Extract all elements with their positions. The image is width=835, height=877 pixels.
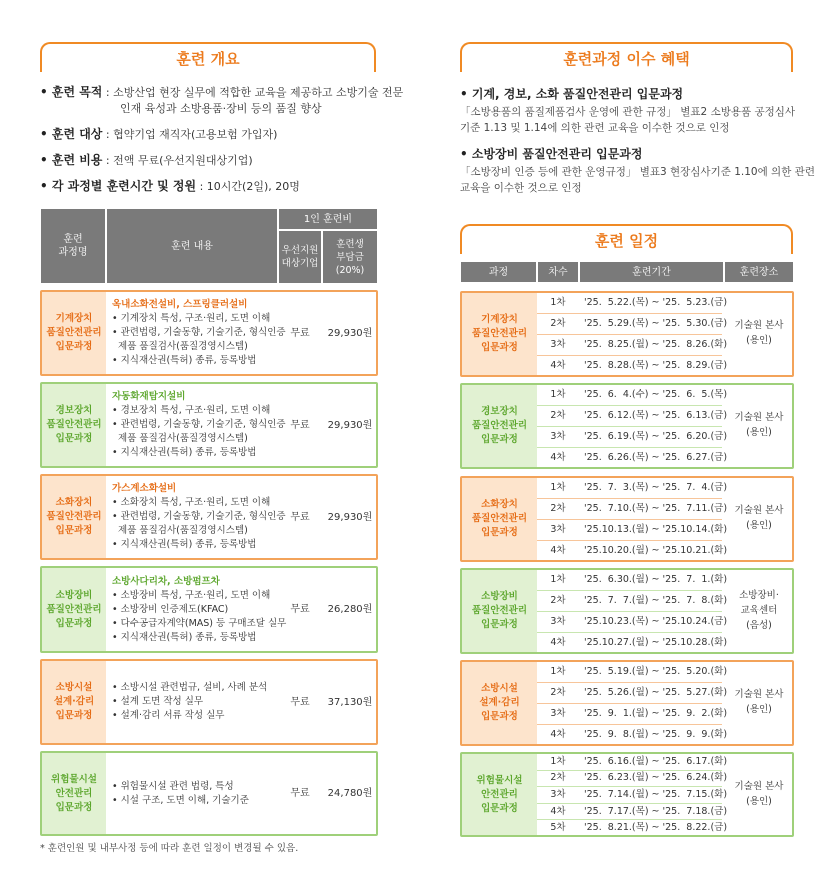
- course-content-line: • 기계장치 특성, 구조·원리, 도면 이해: [112, 313, 271, 324]
- course-content-line: • 관련법령, 기술동향, 기술기준, 형식인증: [112, 419, 286, 430]
- course-content-line: • 위험물시설 관련 법령, 특성: [112, 780, 234, 792]
- schedule-round: 3차: [550, 616, 566, 627]
- course-content: [112, 482, 286, 552]
- schedule-period: '25. 6.26.(목) ~ '25. 6.27.(금): [584, 452, 728, 463]
- schedule-round: 4차: [550, 805, 566, 817]
- schedule-period: '25.10.13.(월) ~ '25.10.14.(화): [584, 524, 728, 535]
- schedule-round: 5차: [550, 822, 566, 834]
- schedule-row-divider: [537, 819, 722, 820]
- course-content-line: • 소방장비 특성, 구조·원리, 도면 이해: [112, 589, 271, 601]
- course-content-line: • 지식재산권(특허) 종류, 등록방법: [112, 539, 257, 550]
- schedule-round: 4차: [550, 452, 566, 463]
- schedule-place: 기술원 본사 (용인): [734, 320, 784, 346]
- schedule-row-divider: [537, 540, 722, 541]
- course-content-subtitle: 옥내소화전설비, 스프링클러설비: [112, 299, 248, 310]
- schedule-course-name: 위험물시설 안전관리 입문과정: [462, 754, 537, 835]
- schedule-row-divider: [537, 611, 722, 612]
- schedule-round: 1차: [550, 755, 566, 767]
- course-content-line: • 설계·감리 서류 작성 실무: [112, 710, 225, 721]
- schedule-period: '25. 6.30.(월) ~ '25. 7. 1.(화): [584, 574, 728, 585]
- course-content-line: • 지식재산권(특허) 종류, 등록방법: [112, 447, 257, 458]
- schedule-row-divider: [537, 405, 722, 406]
- course-name: 소방장비 품질안전관리 입문과정: [42, 568, 106, 651]
- schedule-round: 1차: [550, 297, 566, 308]
- course-name: 소화장치 품질안전관리 입문과정: [42, 476, 106, 558]
- course-content-line: • 관련법령, 기술동향, 기술기준, 형식인증: [112, 511, 286, 522]
- schedule-round: 1차: [550, 482, 566, 493]
- schedule-period: '25. 6.19.(목) ~ '25. 6.20.(금): [584, 431, 728, 442]
- schedule-period: '25.10.20.(월) ~ '25.10.21.(화): [584, 545, 728, 556]
- schedule-period: '25. 5.29.(목) ~ '25. 5.30.(금): [584, 318, 728, 329]
- schedule-round: 2차: [550, 410, 566, 421]
- schedule-period: '25. 9. 1.(월) ~ '25. 9. 2.(화): [584, 708, 728, 719]
- schedule-header-period: 훈련기간: [579, 261, 724, 283]
- course-burden: 37,130원: [327, 696, 373, 708]
- overview-purpose-cont: 인재 육성과 소방용품·장비 등의 품질 향상: [120, 102, 322, 115]
- schedule-row-divider: [537, 447, 722, 448]
- course-content-line: 제품 품질검사(품질경영시스템): [112, 341, 248, 352]
- schedule-period: '25. 7.17.(목) ~ '25. 7.18.(금): [584, 805, 728, 817]
- course-header-burden: 훈련생 부담금 (20%): [322, 230, 378, 284]
- course-header-support: 우선지원 대상기업: [278, 230, 322, 284]
- schedule-period: '25. 7. 3.(목) ~ '25. 7. 4.(금): [584, 482, 728, 493]
- schedule-round: 1차: [550, 666, 566, 677]
- benefit-list: [460, 86, 815, 196]
- schedule-period: '25. 5.22.(목) ~ '25. 5.23.(금): [584, 297, 728, 308]
- schedule-period: '25. 7.14.(월) ~ '25. 7.15.(화): [584, 788, 728, 800]
- schedule-place: 기술원 본사 (용인): [734, 505, 784, 531]
- course-support: 무료: [290, 327, 310, 339]
- benefit-text-1b: 기준 1.13 및 1.14에 의한 관련 교육을 이수한 것으로 인정: [460, 122, 730, 134]
- benefit-heading-2: • 소방장비 품질안전관리 입문과정: [460, 147, 643, 161]
- course-header-content: 훈련 내용: [106, 208, 278, 284]
- schedule-course-name: 경보장치 품질안전관리 입문과정: [462, 385, 537, 467]
- course-content-subtitle: 소방사다리차, 소방펌프차: [112, 575, 220, 587]
- course-content: [112, 298, 286, 368]
- schedule-row-divider: [537, 803, 722, 804]
- schedule-round: 3차: [550, 431, 566, 442]
- schedule-round: 4차: [550, 637, 566, 648]
- course-burden: 29,930원: [327, 327, 373, 339]
- course-content-line: 제품 품질검사(품질경영시스템): [112, 525, 248, 536]
- schedule-period: '25. 6. 4.(수) ~ '25. 6. 5.(목): [584, 389, 728, 400]
- schedule-round: 2차: [550, 772, 566, 784]
- schedule-round: 1차: [550, 389, 566, 400]
- schedule-row-divider: [537, 334, 722, 335]
- course-content-line: • 설계 도면 작성 실무: [112, 696, 204, 707]
- overview-list: [40, 84, 404, 195]
- schedule-course-name: 소방장비 품질안전관리 입문과정: [462, 570, 537, 652]
- schedule-row-divider: [537, 426, 722, 427]
- overview-title: 훈련 개요: [40, 42, 376, 72]
- schedule-round: 4차: [550, 729, 566, 740]
- overview-target: • 훈련 대상 : 협약기업 재직자(고용보험 가입자): [40, 127, 278, 141]
- overview-purpose: • 훈련 목적 : 소방산업 현장 실무에 적합한 교육을 제공하고 소방기술 전문: [40, 85, 404, 99]
- schedule-period: '25. 8.28.(목) ~ '25. 8.29.(금): [584, 360, 728, 371]
- course-burden: 26,280원: [327, 604, 373, 615]
- schedule-period: '25. 5.19.(월) ~ '25. 5.20.(화): [584, 666, 728, 677]
- course-name: 위험물시설 안전관리 입문과정: [42, 753, 106, 834]
- schedule-period: '25. 8.21.(목) ~ '25. 8.22.(금): [584, 822, 728, 834]
- schedule-period: '25. 6.16.(월) ~ '25. 6.17.(화): [584, 755, 728, 767]
- schedule-period: '25. 7. 7.(월) ~ '25. 7. 8.(화): [584, 595, 728, 606]
- schedule-period: '25. 6.12.(목) ~ '25. 6.13.(금): [584, 410, 728, 421]
- schedule-period: '25. 9. 8.(월) ~ '25. 9. 9.(화): [584, 729, 728, 740]
- benefit-text-2a: 「소방장비 인증 등에 관한 운영규정」 별표3 현장심사기준 1.10에 의한 관련: [460, 166, 815, 178]
- schedule-period: '25.10.27.(월) ~ '25.10.28.(화): [584, 637, 728, 648]
- schedule-header-place: 훈련장소: [724, 261, 794, 283]
- course-content: [112, 780, 277, 808]
- schedule-round: 3차: [550, 708, 566, 719]
- schedule-row-divider: [537, 355, 722, 356]
- course-burden: 29,930원: [327, 511, 373, 523]
- schedule-round: 3차: [550, 524, 566, 535]
- course-name: 경보장치 품질안전관리 입문과정: [42, 384, 106, 466]
- schedule-row-divider: [537, 770, 722, 771]
- schedule-round: 2차: [550, 595, 566, 606]
- course-header-fee: 1인 훈련비: [278, 208, 378, 230]
- course-content-line: • 소화장치 특성, 구조·원리, 도면 이해: [112, 497, 271, 508]
- schedule-row-divider: [537, 724, 722, 725]
- course-content-line: • 지식재산권(특허) 종류, 등록방법: [112, 355, 257, 366]
- schedule-row-divider: [537, 519, 722, 520]
- schedule-period: '25. 8.25.(월) ~ '25. 8.26.(화): [584, 339, 728, 350]
- schedule-round: 2차: [550, 318, 566, 329]
- schedule-row-divider: [537, 590, 722, 591]
- schedule-place: 기술원 본사 (용인): [734, 689, 784, 715]
- course-content: [112, 575, 287, 645]
- schedule-round: 4차: [550, 545, 566, 556]
- course-support: 무료: [290, 511, 310, 523]
- course-support: 무료: [290, 604, 310, 615]
- overview-hours: • 각 과정별 훈련시간 및 정원 : 10시간(2일), 20명: [40, 179, 300, 193]
- schedule-header-course: 과정: [460, 261, 537, 283]
- overview-cost: • 훈련 비용 : 전액 무료(우선지원대상기업): [40, 153, 253, 167]
- schedule-title: 훈련 일정: [460, 224, 793, 254]
- schedule-course-name: 소방시설 설계·감리 입문과정: [462, 662, 537, 744]
- schedule-header-round: 차수: [537, 261, 579, 283]
- course-content: [112, 390, 286, 460]
- schedule-period: '25. 5.26.(월) ~ '25. 5.27.(화): [584, 687, 728, 698]
- benefit-text-2b: 교육을 이수한 것으로 인정: [460, 182, 582, 194]
- course-burden: 29,930원: [327, 419, 373, 431]
- course-support: 무료: [290, 419, 310, 431]
- schedule-round: 4차: [550, 360, 566, 371]
- schedule-course-name: 기계장치 품질안전관리 입문과정: [462, 293, 537, 375]
- schedule-round: 2차: [550, 687, 566, 698]
- footnote: * 훈련인원 및 내부사정 등에 따라 훈련 일정이 변경될 수 있음.: [40, 843, 299, 854]
- schedule-period: '25. 7.10.(목) ~ '25. 7.11.(금): [584, 503, 728, 514]
- schedule-row-divider: [537, 632, 722, 633]
- schedule-round: 3차: [550, 788, 566, 800]
- course-content-line: • 소방시설 관련법규, 설비, 사례 분석: [112, 682, 268, 693]
- schedule-round: 1차: [550, 574, 566, 585]
- course-content-line: • 지식재산권(특허) 종류, 등록방법: [112, 631, 257, 643]
- course-content-line: 제품 품질검사(품질경영시스템): [112, 433, 248, 444]
- schedule-place: 소방장비· 교육센터 (음성): [739, 589, 779, 631]
- schedule-period: '25.10.23.(목) ~ '25.10.24.(금): [584, 616, 728, 627]
- schedule-place: 기술원 본사 (용인): [734, 412, 784, 438]
- course-burden: 24,780원: [327, 788, 373, 799]
- course-name: 소방시설 설계·감리 입문과정: [42, 661, 106, 743]
- schedule-row-divider: [537, 682, 722, 683]
- schedule-row-divider: [537, 498, 722, 499]
- course-content: [112, 681, 277, 723]
- course-content-subtitle: 가스계소화설비: [112, 483, 177, 494]
- schedule-row-divider: [537, 313, 722, 314]
- course-content-line: • 소방장비 인증제도(KFAC): [112, 603, 229, 615]
- schedule-place: 기술원 본사 (용인): [734, 780, 784, 807]
- schedule-period: '25. 6.23.(월) ~ '25. 6.24.(화): [584, 772, 728, 784]
- course-content-line: • 경보장치 특성, 구조·원리, 도면 이해: [112, 405, 271, 416]
- course-name: 기계장치 품질안전관리 입문과정: [42, 292, 106, 374]
- benefit-text-1a: 「소방용품의 품질제품검사 운영에 관한 규정」 별표2 소방용품 공정심사: [460, 106, 796, 118]
- course-content-subtitle: 자동화재탐지설비: [112, 391, 186, 402]
- schedule-row-divider: [537, 786, 722, 787]
- course-support: 무료: [290, 788, 310, 799]
- course-support: 무료: [290, 696, 310, 708]
- schedule-round: 3차: [550, 339, 566, 350]
- schedule-course-name: 소화장치 품질안전관리 입문과정: [462, 478, 537, 560]
- course-content-line: • 시설 구조, 도면 이해, 기술기준: [112, 794, 249, 806]
- course-header-name: 훈련 과정명: [40, 208, 106, 284]
- schedule-row-divider: [537, 703, 722, 704]
- course-content-line: • 다수공급자계약(MAS) 등 구매조달 실무: [112, 617, 287, 629]
- benefit-heading-1: • 기계, 경보, 소화 품질안전관리 입문과정: [460, 87, 684, 101]
- schedule-round: 2차: [550, 503, 566, 514]
- course-content-line: • 관련법령, 기술동향, 기술기준, 형식인증: [112, 327, 286, 338]
- benefit-title: 훈련과정 이수 혜택: [460, 42, 793, 72]
